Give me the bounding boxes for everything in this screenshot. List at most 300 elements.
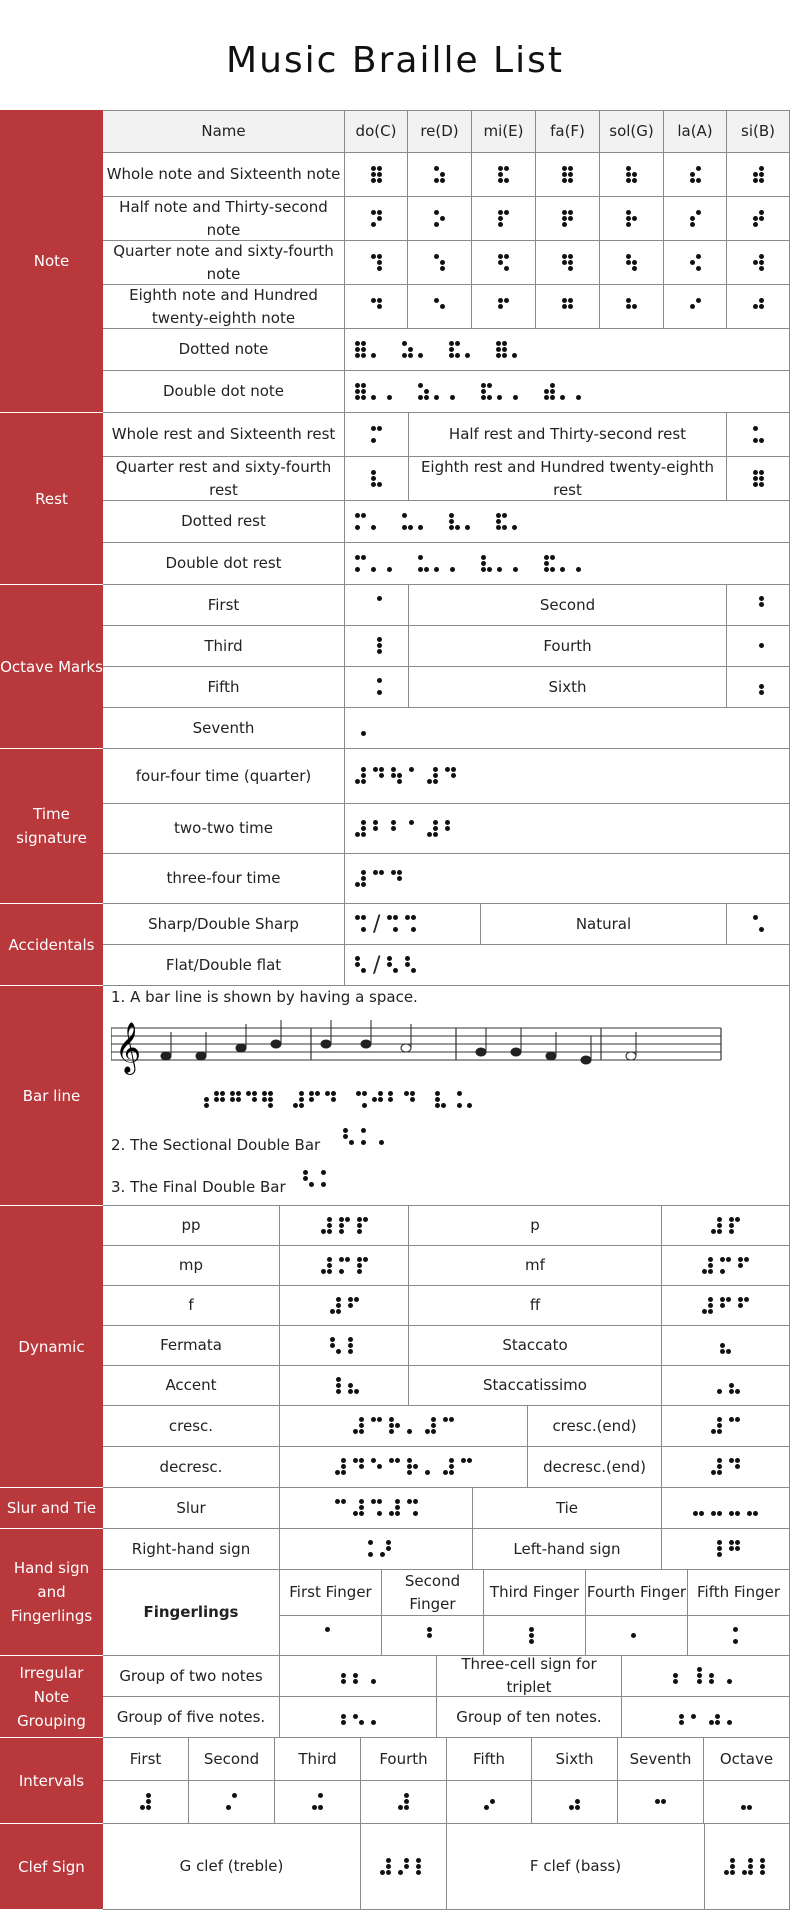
braille-value (361, 1781, 447, 1824)
braille-dot (679, 1720, 684, 1725)
braille-dot (451, 767, 456, 772)
braille-dot (354, 1297, 359, 1302)
braille-dot (411, 927, 416, 932)
braille-dot (696, 178, 701, 183)
braille-sequence (330, 1337, 359, 1355)
braille-dot (742, 1870, 747, 1875)
braille-sequence (355, 513, 382, 531)
braille-dot (418, 395, 423, 400)
braille-dot (371, 1499, 376, 1504)
braille-dot (753, 216, 758, 221)
braille-dot (397, 870, 402, 875)
braille-dot (626, 166, 631, 171)
braille-dot (632, 304, 637, 309)
braille-dot (393, 968, 398, 973)
braille-cell (371, 298, 382, 316)
braille-sequence (355, 555, 587, 573)
braille-dot (353, 1714, 358, 1719)
braille-dot (496, 519, 501, 524)
braille-dot (388, 1091, 393, 1096)
braille-dot (434, 567, 439, 572)
braille-dot (413, 1511, 418, 1516)
row-name: Eighth note and Hundred twenty-eighth note (103, 285, 345, 329)
row-name: Whole note and Sixteenth note (103, 153, 345, 197)
braille-cell (753, 915, 764, 933)
braille-dot (359, 1464, 364, 1469)
braille-dot (434, 254, 439, 259)
braille-value (345, 749, 790, 804)
braille-dot (321, 1229, 326, 1234)
braille-sequence (303, 1170, 332, 1188)
braille-dot (759, 684, 764, 689)
braille-cell (371, 210, 382, 228)
braille-cell (576, 555, 587, 573)
braille-cell (445, 820, 456, 838)
braille-dot (496, 341, 501, 346)
braille-value (727, 241, 790, 285)
braille-dot (371, 482, 376, 487)
braille-cell (733, 1627, 744, 1645)
interval-label: First (103, 1738, 189, 1781)
braille-dot (318, 1793, 323, 1798)
braille-dot (348, 1303, 353, 1308)
braille-dot (461, 1458, 466, 1463)
braille-cell (380, 1858, 391, 1876)
braille-dot (379, 1140, 384, 1145)
braille-dot (529, 1639, 534, 1644)
braille-value (600, 241, 664, 285)
braille-dot (359, 1423, 364, 1428)
note-head (476, 1048, 486, 1056)
braille-dot (377, 649, 382, 654)
braille-sequence (198, 1091, 273, 1109)
braille-cell (465, 513, 476, 531)
braille-dot (457, 1091, 462, 1096)
braille-dot (504, 166, 509, 171)
braille-dot (379, 773, 384, 778)
braille-dot (405, 915, 410, 920)
braille-value (705, 1824, 790, 1910)
braille-dot (759, 216, 764, 221)
braille-cell (330, 1297, 341, 1315)
braille-dot (504, 266, 509, 271)
braille-dot (696, 298, 701, 303)
braille-dot (498, 178, 503, 183)
braille-dot (361, 513, 366, 518)
braille-dot (544, 567, 549, 572)
braille-dot (371, 298, 376, 303)
braille-dot (371, 1679, 376, 1684)
braille-cell (562, 166, 573, 184)
braille-sequence (544, 555, 587, 573)
braille-cell (753, 210, 764, 228)
braille-dot (562, 178, 567, 183)
braille-dot (315, 1091, 320, 1096)
braille-cell (409, 820, 420, 838)
braille-dot (562, 254, 567, 259)
braille-cell (626, 254, 637, 272)
braille-dot (140, 1805, 145, 1810)
braille-dot (361, 1128, 366, 1133)
braille-cell (371, 166, 382, 184)
braille-dot (481, 567, 486, 572)
braille-cell (691, 1708, 702, 1726)
row-name: Second (409, 585, 727, 626)
braille-cell (398, 1858, 409, 1876)
braille-dot (357, 1223, 362, 1228)
braille-cell (325, 1627, 336, 1645)
braille-value (536, 241, 600, 285)
braille-dot (377, 643, 382, 648)
braille-dot (405, 956, 410, 961)
braille-dot (348, 1297, 353, 1302)
braille-dot (339, 1223, 344, 1228)
braille-dot (759, 438, 764, 443)
braille-dot (760, 1858, 765, 1863)
finger-label: Fourth Finger (586, 1570, 688, 1616)
braille-cell (353, 1667, 364, 1685)
braille-dot (711, 1470, 716, 1475)
braille-dot (373, 767, 378, 772)
braille-dot (560, 567, 565, 572)
braille-dot (753, 222, 758, 227)
braille-cell (371, 637, 382, 655)
braille-dot (440, 304, 445, 309)
braille-dot (568, 216, 573, 221)
braille-value (345, 197, 408, 241)
braille-dot (407, 1499, 412, 1504)
braille-dot (529, 1627, 534, 1632)
braille-dot (445, 820, 450, 825)
braille-dot (720, 1269, 725, 1274)
braille-dot (450, 395, 455, 400)
braille-dot (632, 266, 637, 271)
row-name: Third (103, 626, 345, 667)
row-name: Slur (103, 1488, 280, 1529)
braille-dot (397, 773, 402, 778)
braille-dot (498, 216, 503, 221)
braille-value (662, 1406, 790, 1447)
braille-dot (753, 172, 758, 177)
barline-note: 3. The Final Double Bar (111, 1178, 286, 1196)
braille-dot (361, 820, 366, 825)
braille-dot (268, 1091, 273, 1096)
braille-dot (331, 1097, 336, 1102)
braille-dot (330, 1309, 335, 1314)
braille-dot (387, 962, 392, 967)
braille-dot (386, 1870, 391, 1875)
music-staff (111, 1016, 731, 1076)
braille-dot (433, 767, 438, 772)
braille-dot (398, 1870, 403, 1875)
braille-cell (693, 1499, 704, 1517)
braille-sequence (711, 1458, 740, 1476)
braille-dot (715, 1720, 720, 1725)
braille-cell (373, 870, 384, 888)
braille-sequence (481, 555, 524, 573)
braille-dot (232, 1793, 237, 1798)
braille-value (727, 413, 790, 457)
braille-dot (576, 395, 581, 400)
braille-value (345, 241, 408, 285)
braille-dot (361, 731, 366, 736)
braille-dot (355, 383, 360, 388)
braille-dot (230, 1097, 235, 1102)
interval-label: Fourth (361, 1738, 447, 1781)
braille-value (280, 1697, 437, 1738)
braille-cell (738, 1257, 749, 1275)
braille-dot (377, 678, 382, 683)
braille-sequence (711, 1540, 740, 1558)
braille-dot (759, 254, 764, 259)
braille-cell (418, 555, 429, 573)
braille-dot (748, 1864, 753, 1869)
braille-sequence (335, 1458, 472, 1476)
braille-cell (409, 767, 420, 785)
braille-dot (626, 210, 631, 215)
braille-cell (353, 1417, 364, 1435)
braille-dot (727, 1720, 732, 1725)
braille-cell (425, 1417, 436, 1435)
braille-dot (355, 513, 360, 518)
braille-dot (373, 826, 378, 831)
braille-cell (450, 555, 461, 573)
braille-dot (711, 1429, 716, 1434)
row-name: two-two time (103, 804, 345, 854)
braille-dot (759, 690, 764, 695)
braille-dot (729, 1511, 734, 1516)
braille-dot (498, 166, 503, 171)
braille-cell (481, 555, 492, 573)
braille-value (664, 153, 727, 197)
braille-dot (378, 1091, 383, 1096)
row-name: Dotted note (103, 329, 345, 371)
braille-dot (341, 1714, 346, 1719)
finger-label: First Finger (280, 1570, 382, 1616)
section-note: Note (0, 110, 103, 413)
braille-dot (377, 216, 382, 221)
braille-sequence (435, 1091, 478, 1109)
braille-dot (496, 513, 501, 518)
braille-cell (388, 1091, 399, 1109)
section-rest: Rest (0, 413, 103, 585)
interval-label: Second (189, 1738, 275, 1781)
braille-dot (733, 1627, 738, 1632)
braille-dot (481, 555, 486, 560)
braille-value (727, 457, 790, 501)
braille-dot (544, 389, 549, 394)
braille-dot (711, 1511, 716, 1516)
braille-dot (673, 1673, 678, 1678)
note-head (321, 1040, 331, 1048)
braille-cell (356, 1091, 367, 1109)
braille-dot (690, 260, 695, 265)
row-name: Three-cell sign for triplet (437, 1656, 622, 1697)
braille-sequence (321, 1217, 368, 1235)
braille-dot (434, 395, 439, 400)
row-name: f (103, 1286, 280, 1326)
braille-dot (759, 304, 764, 309)
row-name: decresc. (103, 1447, 280, 1488)
braille-dot (440, 216, 445, 221)
braille-cell (405, 915, 416, 933)
braille-dot (708, 1309, 713, 1314)
braille-dot (626, 298, 631, 303)
braille-dot (427, 832, 432, 837)
braille-dot (377, 690, 382, 695)
braille-dot (730, 1870, 735, 1875)
braille-dot (440, 260, 445, 265)
note-head (361, 1040, 371, 1048)
braille-dot (341, 1499, 346, 1504)
braille-sequence (355, 341, 523, 359)
braille-dot (708, 1257, 713, 1262)
braille-value (600, 285, 664, 329)
braille-dot (336, 1389, 341, 1394)
braille-dot (321, 1269, 326, 1274)
braille-cell (355, 341, 366, 359)
braille-dot (361, 927, 366, 932)
row-name: Sixth (409, 667, 727, 708)
braille-value (408, 197, 472, 241)
braille-dot (325, 1091, 330, 1096)
braille-dot (759, 266, 764, 271)
braille-dot (550, 555, 555, 560)
braille-dot (397, 876, 402, 881)
braille-dot (690, 172, 695, 177)
braille-dot (496, 353, 501, 358)
braille-dot (562, 172, 567, 177)
braille-dot (379, 870, 384, 875)
braille-dot (373, 820, 378, 825)
row-name: Accent (103, 1366, 280, 1406)
braille-cell (330, 1377, 341, 1395)
braille-value (662, 1488, 790, 1529)
braille-value (345, 667, 409, 708)
braille-dot (321, 1182, 326, 1187)
row-name: three-four time (103, 854, 345, 904)
braille-dot (204, 1097, 209, 1102)
braille-cell (321, 1257, 332, 1275)
braille-value (662, 1366, 790, 1406)
braille-dot (359, 1499, 364, 1504)
row-name: cresc. (103, 1406, 280, 1447)
braille-dot (361, 779, 366, 784)
braille-sequence (198, 1091, 478, 1109)
braille-cell (355, 870, 366, 888)
braille-dot (371, 353, 376, 358)
braille-dot (389, 1458, 394, 1463)
braille-dot (717, 1540, 722, 1545)
braille-sequence (449, 513, 476, 531)
braille-dot (661, 1799, 666, 1804)
braille-sequence (362, 1540, 391, 1558)
braille-dot (146, 1799, 151, 1804)
braille-dot (377, 266, 382, 271)
braille-value (280, 1616, 382, 1656)
braille-cell (450, 383, 461, 401)
braille-dot (368, 1540, 373, 1545)
braille-cell (427, 767, 438, 785)
braille-cell (709, 1708, 720, 1726)
braille-dot (214, 1097, 219, 1102)
braille-dot (336, 1349, 341, 1354)
braille-cell (626, 166, 637, 184)
braille-dot (449, 353, 454, 358)
braille-cell (702, 1297, 713, 1315)
braille-dot (353, 1673, 358, 1678)
braille-dot (443, 1470, 448, 1475)
braille-cell (387, 956, 398, 974)
braille-dot (720, 1297, 725, 1302)
braille-dot (336, 1383, 341, 1388)
braille-value (662, 1326, 790, 1366)
braille-value (536, 285, 600, 329)
braille-dot (341, 1720, 346, 1725)
braille-cell (576, 383, 587, 401)
braille-sequence (496, 513, 523, 531)
braille-dot (362, 1103, 367, 1108)
braille-value (345, 457, 409, 501)
braille-cell (427, 820, 438, 838)
braille-dot (408, 347, 413, 352)
braille-dot (708, 1269, 713, 1274)
braille-value (280, 1286, 409, 1326)
braille-dot (626, 222, 631, 227)
braille-dot (753, 915, 758, 920)
braille-value (345, 708, 790, 749)
braille-dot (455, 525, 460, 530)
braille-dot (717, 1229, 722, 1234)
section-clef: Clef Sign (0, 1824, 103, 1910)
braille-sequence (402, 341, 429, 359)
row-name: Double dot note (103, 371, 345, 413)
braille-dot (386, 1540, 391, 1545)
braille-dot (377, 482, 382, 487)
braille-dot (626, 216, 631, 221)
braille-cell (407, 1417, 418, 1435)
braille-dot (371, 1720, 376, 1725)
braille-dot (355, 567, 360, 572)
braille-sequence (355, 870, 402, 888)
braille-value (382, 1616, 484, 1656)
braille-cell (753, 637, 764, 655)
braille-dot (759, 166, 764, 171)
braille-dot (715, 1714, 720, 1719)
braille-dot (348, 1343, 353, 1348)
braille-value (408, 153, 472, 197)
braille-dot (735, 1546, 740, 1551)
row-name: pp (103, 1206, 280, 1246)
braille-dot (717, 1429, 722, 1434)
braille-cell (418, 383, 429, 401)
braille-dot (312, 1805, 317, 1810)
row-name: Whole rest and Sixteenth rest (103, 413, 345, 457)
braille-dot (730, 1858, 735, 1863)
braille-sequence (353, 1417, 454, 1435)
braille-dot (434, 166, 439, 171)
braille-dot (759, 260, 764, 265)
braille-dot (387, 956, 392, 961)
braille-cell (467, 1091, 478, 1109)
braille-cell (711, 1217, 722, 1235)
section-irregular: Irregular Note Grouping (0, 1656, 103, 1738)
braille-dot (354, 1389, 359, 1394)
braille-dot (760, 1864, 765, 1869)
braille-cell (690, 254, 701, 272)
braille-dot (708, 1297, 713, 1302)
braille-dot (450, 567, 455, 572)
